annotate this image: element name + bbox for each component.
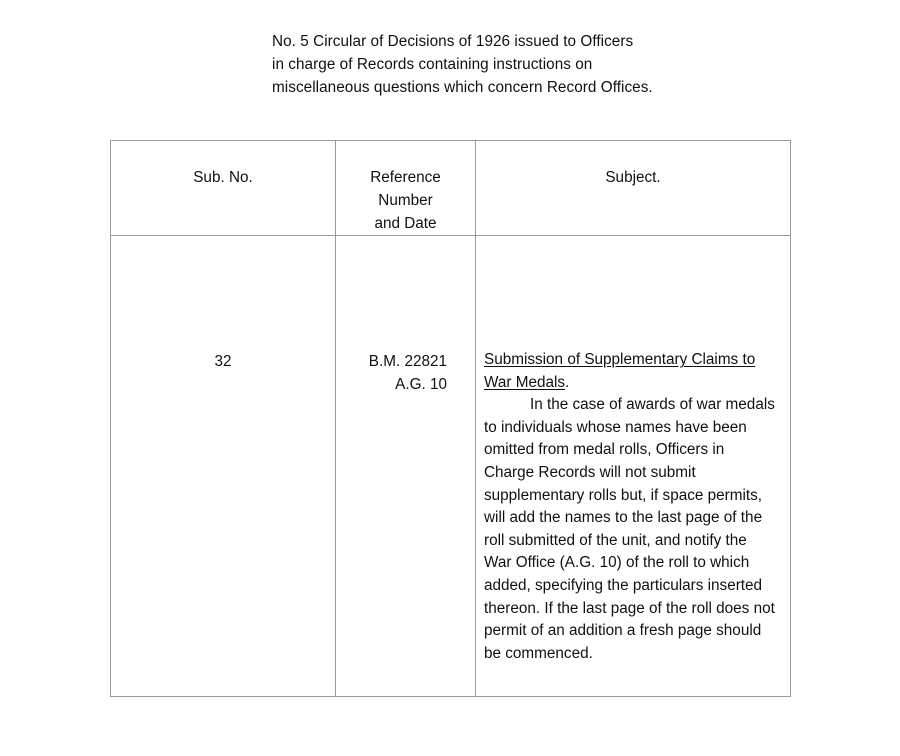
column-header-reference-line-1: Reference — [370, 169, 441, 186]
document-heading — [272, 30, 832, 99]
cell-sub-no — [111, 236, 336, 697]
subject-title-period: . — [565, 373, 570, 391]
column-header-subject — [476, 141, 791, 236]
table-row — [111, 236, 791, 697]
cell-reference-number-and-date — [336, 236, 476, 697]
subject-title-underlined: Submission of Supplementary Claims to War Medals — [484, 351, 756, 391]
cell-subject-body — [476, 236, 790, 665]
cell-reference-line-2: A.G. 10 — [395, 376, 447, 393]
cell-reference-value — [336, 236, 475, 396]
table-header-row — [111, 141, 791, 236]
heading-line-3: miscellaneous questions which concern Record Offices. — [272, 79, 653, 96]
subject-title — [484, 349, 778, 394]
subject-paragraph: In the case of awards of war medals to individuals whose names have been omitted from medal rolls, Officers in Charge Records will not submit supplementary rolls but, if space permits, will add the names to the last page of the roll submitted of the unit, and notify the War Office (A.G. 10) of the roll to which added, specifying the particulars inserted thereon. If the last page of the roll does not permit of an addition a fresh page should be commenced. — [484, 396, 775, 662]
cell-sub-no-value: 32 — [214, 353, 232, 370]
column-header-sub-no — [111, 141, 336, 236]
heading-line-2: in charge of Records containing instructions on — [272, 56, 593, 73]
cell-reference-line-1: B.M. 22821 — [368, 353, 447, 370]
column-header-reference-number-and-date — [336, 141, 476, 236]
records-table — [110, 140, 791, 697]
column-header-subject-line-1: Subject. — [605, 169, 661, 186]
column-header-reference-line-2: Number — [378, 192, 433, 209]
heading-line-1: No. 5 Circular of Decisions of 1926 issued to Officers — [272, 33, 634, 50]
column-header-reference-line-3: and Date — [374, 215, 437, 232]
column-header-sub-no-line-1: Sub. No. — [193, 169, 253, 186]
cell-subject — [476, 236, 791, 697]
